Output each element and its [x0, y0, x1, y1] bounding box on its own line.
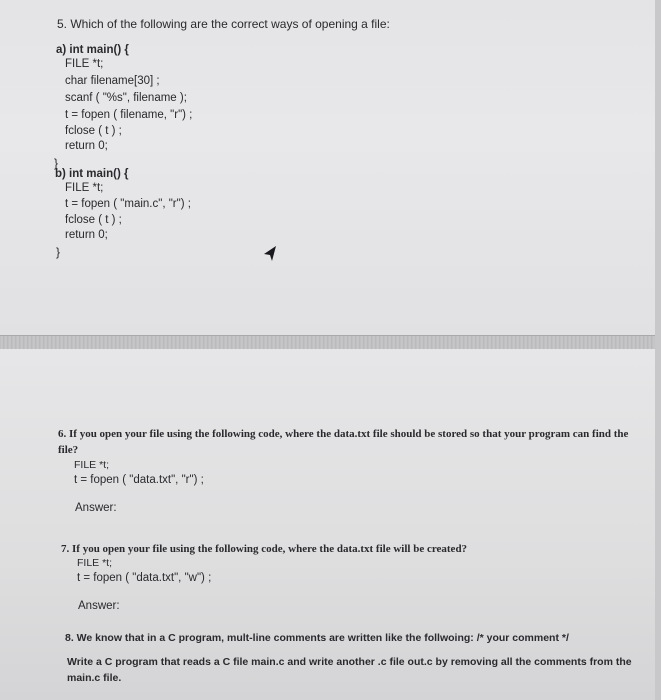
option-a-line: return 0; — [65, 140, 108, 152]
option-a-line: t = fopen ( filename, "r") ; — [65, 109, 193, 121]
question-7-code-line: t = fopen ( "data.txt", "w") ; — [77, 572, 212, 584]
question-7-answer-field[interactable] — [128, 599, 428, 613]
mouse-pointer-icon — [262, 245, 278, 263]
question-8-text: main.c file. — [67, 672, 122, 684]
option-a-header: a) int main() { — [56, 44, 129, 56]
question-8-text: 8. We know that in a C program, mult-line comments are written like the follwoing: /* your comment */ — [65, 632, 569, 644]
question-8-text: Write a C program that reads a C file main.c and write another .c file out.c by removing all the comments from the — [67, 656, 632, 668]
question-7-answer-label: Answer: — [78, 600, 120, 612]
option-b-line: return 0; — [65, 229, 108, 241]
question-6-code-line: t = fopen ( "data.txt", "r") ; — [74, 474, 204, 486]
question-6-answer-field[interactable] — [125, 501, 425, 515]
page-edge — [655, 0, 661, 700]
option-a-line: FILE *t; — [65, 58, 104, 70]
option-b-line: t = fopen ( "main.c", "r") ; — [65, 198, 191, 210]
option-a-close-brace: } — [54, 156, 59, 170]
option-b-line: fclose ( t ) ; — [65, 214, 122, 226]
question-6-answer-label: Answer: — [75, 502, 117, 514]
question-6-text: 6. If you open your file using the following code, where the data.txt file should be stored so that your program can find the — [58, 428, 629, 440]
questions-6-8-panel — [0, 349, 661, 700]
question-6-code-line: FILE *t; — [74, 459, 110, 471]
question-5-title: 5. Which of the following are the correct ways of opening a file: — [57, 17, 390, 31]
page-divider — [0, 335, 661, 350]
option-b-line: FILE *t; — [65, 182, 104, 194]
question-5-panel — [0, 0, 661, 335]
question-6-text-cont: file? — [58, 444, 79, 456]
option-b-close-brace: } — [56, 245, 61, 259]
question-7-code-line: FILE *t; — [77, 557, 113, 569]
option-a-line: char filename[30] ; — [65, 75, 160, 87]
option-b-header: b) int main() { — [55, 168, 129, 180]
option-a-line: scanf ( "%s", filename ); — [65, 92, 187, 104]
question-7-text: 7. If you open your file using the following code, where the data.txt file will be created? — [61, 543, 468, 555]
option-a-line: fclose ( t ) ; — [65, 125, 122, 137]
